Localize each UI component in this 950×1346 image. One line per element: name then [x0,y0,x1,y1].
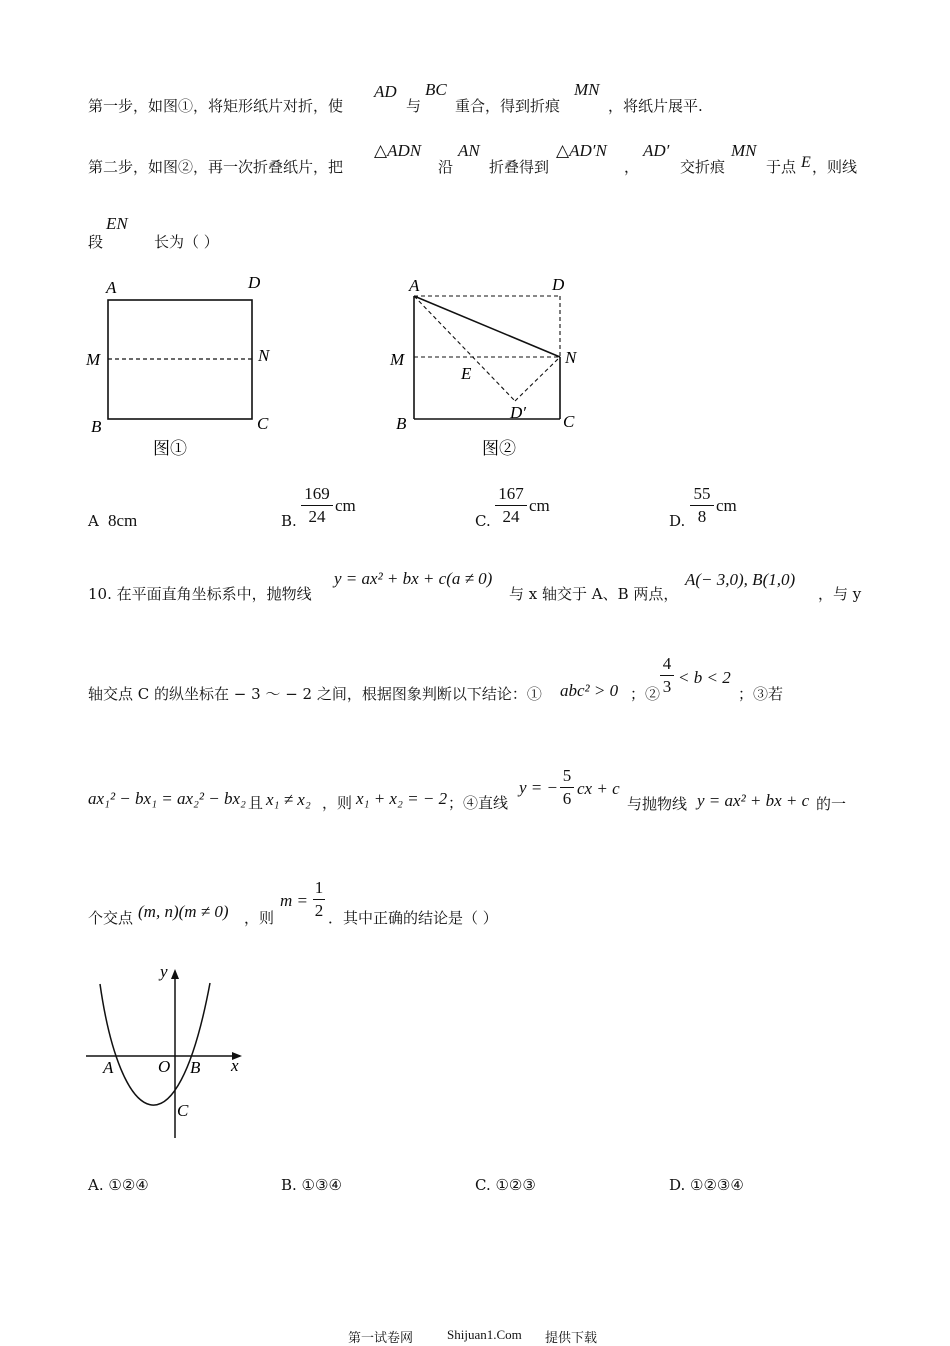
fraction-6-denominator: 6 [562,789,572,808]
conclusion-3-equation: ax₁² − bx₁ = ax₂² − bx₂ [88,789,246,808]
graph-label-x: x [231,1056,239,1075]
fig2-label-c: C [563,412,575,431]
q10-option-c: C. ①②③ [475,1176,536,1194]
q9-option-d-unit: cm [716,496,737,515]
q9-option-b-fraction [301,484,333,527]
q9-option-b-denominator: 24 [308,507,326,526]
triangle-adpn: △AD′N [556,141,607,160]
points-a-b: A(− 3,0), B(1,0) [685,570,796,589]
figure-1 [80,268,290,463]
y-axis-arrow [171,969,179,979]
step2-text-7: 长为（ ） [154,233,219,251]
fraction-3-denominator: 3 [662,677,672,696]
conclusion-1-expression: abc² > 0 [560,681,619,700]
fig1-label-d: D [248,273,261,292]
fraction-1-numerator: 1 [314,878,324,897]
q10-text-2b: ；② [630,685,661,703]
triangle-adn: △ADN [374,141,422,160]
q9-option-c-letter: C. [475,512,491,530]
q9-option-b-numerator: 169 [304,484,330,503]
parabola-equation: y = ax² + bx + c(a ≠ 0) [334,569,493,588]
q9-option-b-letter: B. [281,512,297,530]
fig2-label-m: M [390,350,405,369]
point-e: E [801,154,811,171]
graph-label-y: y [160,962,168,981]
fig1-label-a: A [106,278,117,297]
fig1-label-b: B [91,417,102,436]
fig2-label-d: D [552,275,565,294]
fig2-label-b: B [396,414,407,433]
step1-text-3: ，将纸片展平. [608,97,703,115]
fig2-label-dprime: D′ [510,403,526,422]
conclusion-4-fraction [313,878,325,921]
segment-an: AN [458,141,480,160]
q9-option-c-fraction [495,484,527,527]
line-y-rhs: cx + c [577,779,620,798]
q10-text-1b: 与 x 轴交于 A、B 两点， [509,585,679,603]
parabola-equation-2: y = ax² + bx + c [697,791,810,810]
fig2-label-e: E [461,364,472,383]
segment-en: EN [106,214,128,233]
q10-text-4a: 个交点 [88,909,134,927]
step2-text-4: 于点 [766,158,797,176]
step2-yan: 沿 [438,158,454,176]
line-coefficient-fraction [560,766,574,809]
step2-comma: ， [624,158,640,176]
q9-option-a-letter: A [88,512,99,530]
graph-label-b: B [190,1058,201,1077]
footer-site-name: 第一试卷网 [348,1331,414,1346]
conclusion-3-result: x₁ + x₂ = − 2 [356,789,448,808]
fig1-caption: 图① [153,439,187,458]
step2-text-2: 折叠得到 [489,158,550,176]
q10-text-2a: 轴交点 C 的纵坐标在 − 3 ～ − 2 之间，根据图象判断以下结论：① [88,685,542,703]
fraction-5-numerator: 5 [562,766,572,785]
q10-text-2c: ；③若 [738,685,784,703]
footer-site-domain: Shijuan1.Com [447,1327,522,1342]
q9-option-b-unit: cm [335,496,356,515]
intersection-point: (m, n)(m ≠ 0) [138,902,229,921]
conclusion-4-lhs: m = [280,891,308,910]
parabola-curve [100,983,210,1105]
fig2-segment-adp [414,296,515,401]
figure-2 [385,268,595,463]
q10-option-d: D. ①②③④ [669,1176,744,1194]
q10-option-b: B. ①③④ [281,1176,342,1194]
conclusion-2-inequality: < b < 2 [678,668,731,687]
q9-option-c-denominator: 24 [502,507,520,526]
q9-option-d-fraction [690,484,714,527]
fraction-4-numerator: 4 [662,654,672,673]
fig2-label-n: N [565,348,577,367]
q10-text-3a: 且 [248,794,264,812]
q10-option-a: A. ①②④ [88,1176,149,1194]
fig1-label-n: N [258,346,270,365]
segment-adp: AD′ [643,141,670,160]
fig2-label-a: A [409,276,420,295]
conclusion-3-condition: x₁ ≠ x₂ [266,790,311,809]
q9-option-d-numerator: 55 [693,484,711,503]
step2-text-1: 第二步，如图②，再一次折叠纸片，把 [88,158,344,176]
q10-text-1a: 10. 在平面直角坐标系中，抛物线 [88,585,312,603]
graph-label-o: O [158,1057,171,1076]
fraction-2-denominator: 2 [314,901,324,920]
fig2-fold-an [414,296,560,357]
fig1-label-m: M [86,350,101,369]
step1-text-1: 第一步，如图①，将矩形纸片对折，使 [88,97,344,115]
q9-option-c-unit: cm [529,496,550,515]
line-y-lhs: y = − [519,778,558,797]
fig2-segment-dpn [515,357,560,401]
q10-text-1c: ，与 y [818,585,862,603]
step1-yu: 与 [406,97,422,115]
q10-text-4b: ，则 [244,909,275,927]
q10-text-3d: 与抛物线 [627,795,688,813]
fig1-label-c: C [257,414,269,433]
q10-text-3b: ，则 [322,794,353,812]
q10-text-4c: ．其中正确的结论是（ ） [328,909,498,927]
graph-label-a: A [103,1058,114,1077]
q9-option-d-letter: D. [669,512,686,530]
parabola-graph [80,955,260,1150]
q10-text-3e: 的一 [816,795,847,813]
segment-mn: MN [574,80,600,99]
step2-text-5: ，则线 [812,158,858,176]
segment-ad: AD [374,82,397,101]
graph-label-c: C [177,1101,189,1120]
fig2-caption: 图② [482,439,516,458]
q9-option-c-numerator: 167 [498,484,524,503]
step2-text-3: 交折痕 [680,158,726,176]
q10-text-3c: ；④直线 [448,794,509,812]
footer-download: 提供下载 [545,1331,598,1346]
q9-option-a-value: 8cm [108,511,138,530]
conclusion-2-fraction [660,654,674,697]
segment-bc: BC [425,80,447,99]
step2-text-6: 段 [88,233,104,251]
step1-text-2: 重合，得到折痕 [455,97,561,115]
q9-option-d-denominator: 8 [697,507,707,526]
segment-mn-2: MN [731,141,757,160]
